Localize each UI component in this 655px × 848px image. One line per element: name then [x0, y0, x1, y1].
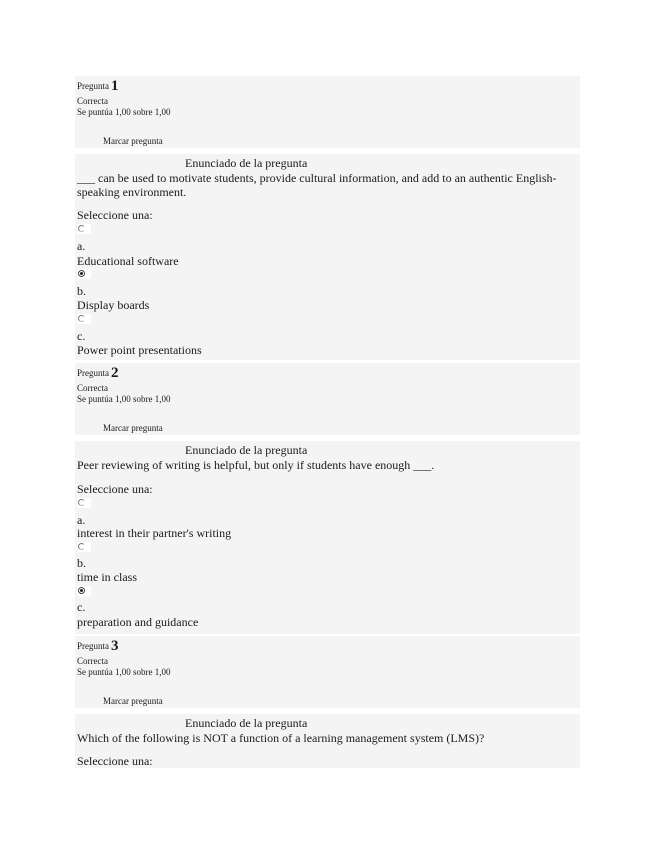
option-letter: a.	[77, 513, 86, 527]
flag-question-link[interactable]: Marcar pregunta	[103, 423, 163, 433]
radio-unchecked-icon	[78, 225, 85, 232]
option-letter: c.	[77, 329, 86, 343]
select-one-prompt: Seleccione una:	[77, 754, 153, 768]
question-label: Pregunta 3	[77, 638, 119, 654]
question-grade: Se puntúa 1,00 sobre 1,00	[77, 394, 171, 404]
question-label: Pregunta 2	[77, 365, 119, 381]
question-grade: Se puntúa 1,00 sobre 1,00	[77, 667, 171, 677]
radio-unchecked-icon	[78, 499, 85, 506]
question-stem-header: Enunciado de la pregunta	[185, 443, 308, 457]
radio-unchecked-icon	[78, 543, 85, 550]
answer-radio-b[interactable]	[77, 269, 91, 279]
flag-question-link[interactable]: Marcar pregunta	[103, 696, 163, 706]
question-info-3	[75, 636, 580, 708]
question-number: 1	[111, 78, 119, 94]
question-stem-header: Enunciado de la pregunta	[185, 716, 308, 730]
question-text: ___ can be used to motivate students, provide cultural information, and add to an authentic English-speaking environment.	[77, 171, 557, 199]
answer-radio-b[interactable]	[77, 542, 91, 552]
option-letter: a.	[77, 239, 86, 253]
option-text[interactable]: Display boards	[77, 298, 150, 312]
question-number: 3	[111, 638, 119, 654]
option-letter: c.	[77, 600, 86, 614]
question-label: Pregunta 1	[77, 78, 119, 94]
question-text: Peer reviewing of writing is helpful, but only if students have enough ___.	[77, 458, 435, 472]
question-state: Correcta	[77, 96, 108, 106]
question-stem-header: Enunciado de la pregunta	[185, 156, 308, 170]
question-info-1	[75, 76, 580, 148]
question-info-2	[75, 363, 580, 435]
option-letter: b.	[77, 284, 86, 298]
answer-radio-a[interactable]	[77, 498, 91, 508]
option-text[interactable]: preparation and guidance	[77, 615, 199, 629]
question-text: Which of the following is NOT a function of a learning management system (LMS)?	[77, 731, 485, 745]
question-number: 2	[111, 365, 119, 381]
question-content-3	[75, 714, 580, 768]
select-one-prompt: Seleccione una:	[77, 208, 153, 222]
flag-question-link[interactable]: Marcar pregunta	[103, 136, 163, 146]
question-state: Correcta	[77, 383, 108, 393]
answer-radio-c[interactable]	[77, 586, 91, 596]
answer-radio-c[interactable]	[77, 314, 91, 324]
question-state: Correcta	[77, 656, 108, 666]
option-text[interactable]: time in class	[77, 570, 137, 584]
question-grade: Se puntúa 1,00 sobre 1,00	[77, 107, 171, 117]
radio-unchecked-icon	[78, 315, 85, 322]
option-text[interactable]: interest in their partner's writing	[77, 526, 232, 540]
question-content-2	[75, 441, 580, 634]
option-text[interactable]: Power point presentations	[77, 343, 202, 357]
question-content-1	[75, 154, 580, 360]
answer-radio-a[interactable]	[77, 224, 91, 234]
option-text[interactable]: Educational software	[77, 254, 179, 268]
select-one-prompt: Seleccione una:	[77, 482, 153, 496]
option-letter: b.	[77, 556, 86, 570]
